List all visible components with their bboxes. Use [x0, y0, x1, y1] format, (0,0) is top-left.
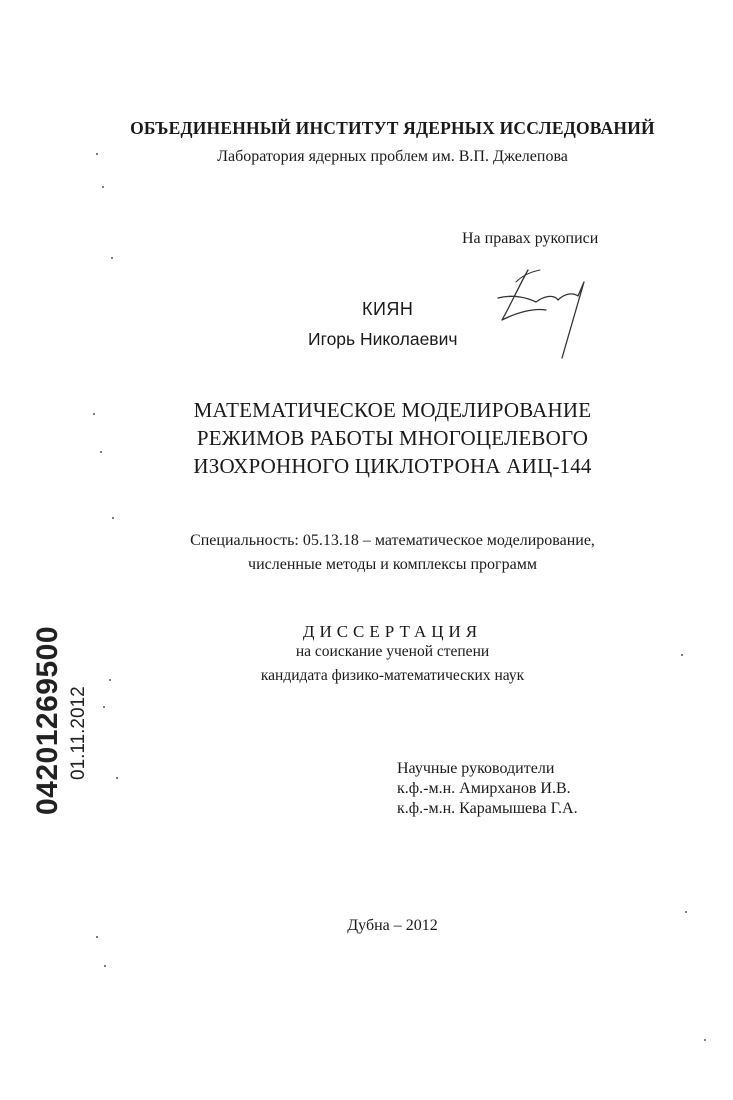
stamp-date: 01.11.2012	[68, 686, 89, 780]
advisor-1: к.ф.-м.н. Амирханов И.В.	[397, 780, 571, 797]
specialty-line-1: Специальность: 05.13.18 – математическое моделирование,	[190, 532, 595, 549]
author-given-names: Игорь Николаевич	[308, 329, 458, 349]
place-and-year: Дубна – 2012	[347, 917, 438, 934]
dissertation-title-line-2: РЕЖИМОВ РАБОТЫ МНОГОЦЕЛЕВОГО	[196, 426, 589, 450]
specialty-line-2: численные методы и комплексы программ	[248, 556, 537, 573]
degree-line-1: на соискание ученой степени	[295, 643, 490, 660]
manuscript-rights-note: На правах рукописи	[462, 230, 599, 247]
dissertation-label: ДИССЕРТАЦИЯ	[302, 622, 483, 641]
advisors-heading: Научные руководители	[397, 760, 555, 777]
author-surname: КИЯН	[362, 299, 414, 319]
author-signature	[488, 258, 608, 368]
dissertation-title-line-3: ИЗОХРОННОГО ЦИКЛОТРОНА АИЦ-144	[193, 454, 592, 478]
advisor-2: к.ф.-м.н. Карамышева Г.А.	[397, 800, 578, 817]
dissertation-title-line-1: МАТЕМАТИЧЕСКОЕ МОДЕЛИРОВАНИЕ	[193, 398, 592, 422]
institute-name: ОБЪЕДИНЕННЫЙ ИНСТИТУТ ЯДЕРНЫХ ИССЛЕДОВАНИЙ	[130, 118, 655, 138]
laboratory-name: Лаборатория ядерных проблем им. В.П. Джелепова	[217, 148, 568, 165]
degree-line-2: кандидата физико-математических наук	[260, 667, 525, 684]
stamp-registration-number: 04201269500	[31, 625, 64, 815]
